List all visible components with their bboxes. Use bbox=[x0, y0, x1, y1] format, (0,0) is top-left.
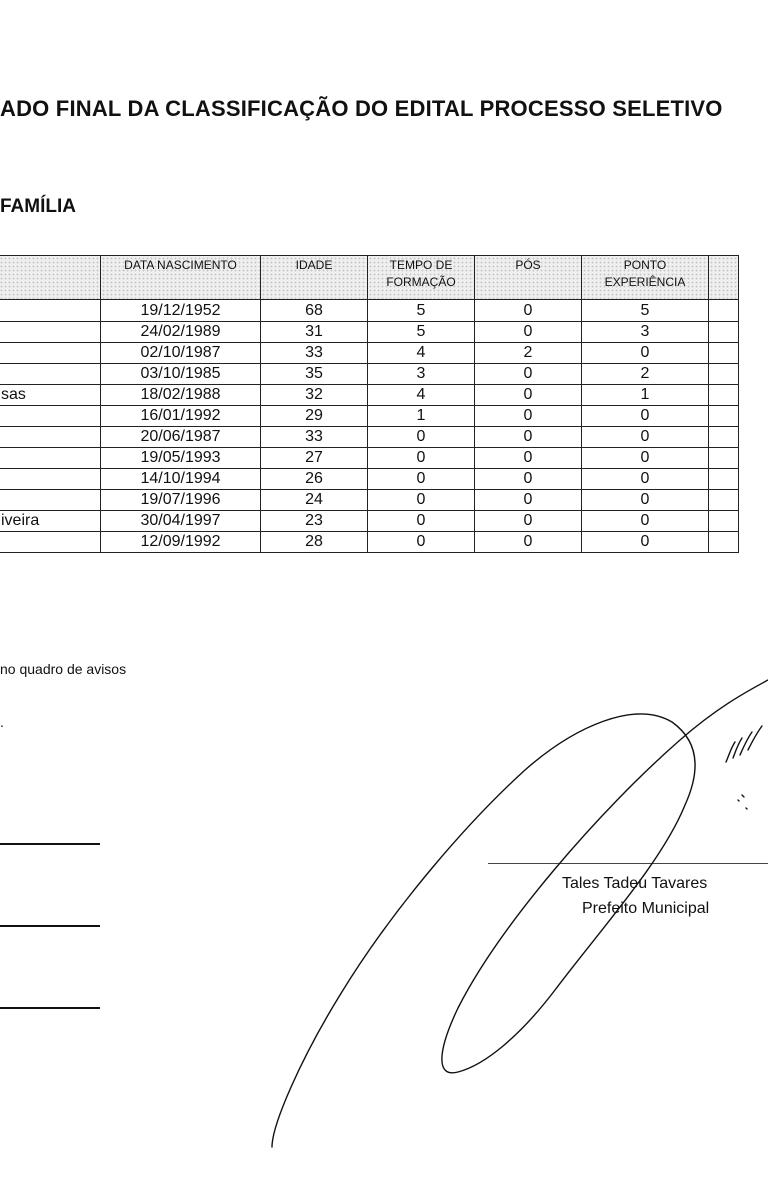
cell-training-time: 5 bbox=[368, 322, 475, 343]
cell-birth-date: 19/07/1996 bbox=[101, 490, 261, 511]
cell-experience-points: 1 bbox=[582, 385, 709, 406]
cell-postgrad: 0 bbox=[475, 427, 582, 448]
cell-name bbox=[0, 322, 101, 343]
signature-line-3 bbox=[0, 1007, 100, 1009]
table-row bbox=[0, 343, 739, 364]
cell-extra bbox=[709, 385, 739, 406]
cell-name bbox=[0, 343, 101, 364]
cell-postgrad: 0 bbox=[475, 406, 582, 427]
table-row bbox=[0, 469, 739, 490]
cell-birth-date: 02/10/1987 bbox=[101, 343, 261, 364]
notice-text: no quadro de avisos bbox=[0, 661, 127, 677]
cell-age: 28 bbox=[261, 532, 368, 553]
cell-training-time: 4 bbox=[368, 343, 475, 364]
cell-postgrad: 0 bbox=[475, 300, 582, 322]
cell-extra bbox=[709, 322, 739, 343]
table-row bbox=[0, 427, 739, 448]
cell-training-time: 0 bbox=[368, 511, 475, 532]
cell-birth-date: 30/04/1997 bbox=[101, 511, 261, 532]
cell-experience-points: 2 bbox=[582, 364, 709, 385]
cell-birth-date: 16/01/1992 bbox=[101, 406, 261, 427]
document-title: ADO FINAL DA CLASSIFICAÇÃO DO EDITAL PROCESSO SELETIVO bbox=[0, 96, 723, 121]
cell-experience-points: 0 bbox=[582, 343, 709, 364]
cell-experience-points: 5 bbox=[582, 300, 709, 322]
classification-table bbox=[0, 255, 739, 553]
cell-training-time: 0 bbox=[368, 532, 475, 553]
cell-extra bbox=[709, 532, 739, 553]
cell-age: 24 bbox=[261, 490, 368, 511]
cell-birth-date: 14/10/1994 bbox=[101, 469, 261, 490]
cell-birth-date: 19/12/1952 bbox=[101, 300, 261, 322]
header-birth-date: DATA NASCIMENTO bbox=[101, 256, 261, 300]
cell-extra bbox=[709, 364, 739, 385]
cell-training-time: 0 bbox=[368, 490, 475, 511]
mayor-role: Prefeito Municipal bbox=[582, 900, 710, 917]
cell-name bbox=[0, 532, 101, 553]
cell-name: iveira bbox=[0, 511, 101, 532]
table-body bbox=[0, 300, 739, 553]
cell-extra bbox=[709, 511, 739, 532]
cell-training-time: 0 bbox=[368, 427, 475, 448]
cell-extra bbox=[709, 469, 739, 490]
cell-birth-date: 18/02/1988 bbox=[101, 385, 261, 406]
cell-name: sas bbox=[0, 385, 101, 406]
table-row bbox=[0, 322, 739, 343]
table-row bbox=[0, 490, 739, 511]
cell-extra bbox=[709, 448, 739, 469]
signature-line-2 bbox=[0, 925, 100, 927]
cell-experience-points: 0 bbox=[582, 427, 709, 448]
cell-experience-points: 0 bbox=[582, 406, 709, 427]
trailing-mark: . bbox=[0, 714, 4, 730]
cell-birth-date: 24/02/1989 bbox=[101, 322, 261, 343]
cell-extra bbox=[709, 427, 739, 448]
cell-age: 68 bbox=[261, 300, 368, 322]
table-row bbox=[0, 511, 739, 532]
table-row bbox=[0, 448, 739, 469]
cell-age: 33 bbox=[261, 427, 368, 448]
cell-training-time: 0 bbox=[368, 448, 475, 469]
cell-experience-points: 0 bbox=[582, 490, 709, 511]
cell-training-time: 1 bbox=[368, 406, 475, 427]
header-age: IDADE bbox=[261, 256, 368, 300]
cell-experience-points: 0 bbox=[582, 448, 709, 469]
cell-age: 29 bbox=[261, 406, 368, 427]
cell-training-time: 0 bbox=[368, 469, 475, 490]
header-postgrad: PÓS bbox=[475, 256, 582, 300]
table-row bbox=[0, 385, 739, 406]
cell-postgrad: 2 bbox=[475, 343, 582, 364]
cell-training-time: 3 bbox=[368, 364, 475, 385]
signature-line-1 bbox=[0, 843, 100, 845]
cell-age: 26 bbox=[261, 469, 368, 490]
cell-extra bbox=[709, 490, 739, 511]
cell-experience-points: 0 bbox=[582, 511, 709, 532]
mayor-name: Tales Tadeu Tavares bbox=[562, 875, 708, 892]
cell-name bbox=[0, 490, 101, 511]
header-experience-points: PONTO EXPERIÊNCIA bbox=[582, 256, 709, 300]
cell-postgrad: 0 bbox=[475, 511, 582, 532]
cell-birth-date: 19/05/1993 bbox=[101, 448, 261, 469]
cell-name bbox=[0, 364, 101, 385]
cell-name bbox=[0, 448, 101, 469]
cell-postgrad: 0 bbox=[475, 532, 582, 553]
cell-postgrad: 0 bbox=[475, 469, 582, 490]
cell-age: 33 bbox=[261, 343, 368, 364]
header-training-time: TEMPO DE FORMAÇÃO bbox=[368, 256, 475, 300]
table-header-row bbox=[0, 256, 739, 300]
cell-birth-date: 12/09/1992 bbox=[101, 532, 261, 553]
table-row bbox=[0, 364, 739, 385]
cell-postgrad: 0 bbox=[475, 448, 582, 469]
cell-training-time: 5 bbox=[368, 300, 475, 322]
cell-experience-points: 3 bbox=[582, 322, 709, 343]
cell-name bbox=[0, 427, 101, 448]
cell-name bbox=[0, 469, 101, 490]
mayor-signature-line bbox=[488, 863, 768, 864]
cell-extra bbox=[709, 343, 739, 364]
cell-birth-date: 03/10/1985 bbox=[101, 364, 261, 385]
cell-age: 31 bbox=[261, 322, 368, 343]
cell-training-time: 4 bbox=[368, 385, 475, 406]
header-name bbox=[0, 256, 101, 300]
header-extra bbox=[709, 256, 739, 300]
cell-name bbox=[0, 406, 101, 427]
cell-postgrad: 0 bbox=[475, 364, 582, 385]
cell-name bbox=[0, 300, 101, 322]
cell-birth-date: 20/06/1987 bbox=[101, 427, 261, 448]
table-row bbox=[0, 532, 739, 553]
cell-postgrad: 0 bbox=[475, 322, 582, 343]
cell-age: 27 bbox=[261, 448, 368, 469]
cell-postgrad: 0 bbox=[475, 385, 582, 406]
cell-experience-points: 0 bbox=[582, 469, 709, 490]
cell-age: 32 bbox=[261, 385, 368, 406]
cell-experience-points: 0 bbox=[582, 532, 709, 553]
cell-extra bbox=[709, 300, 739, 322]
cell-age: 35 bbox=[261, 364, 368, 385]
cell-extra bbox=[709, 406, 739, 427]
table-row bbox=[0, 406, 739, 427]
section-title: FAMÍLIA bbox=[0, 196, 76, 217]
table-row bbox=[0, 300, 739, 322]
cell-age: 23 bbox=[261, 511, 368, 532]
cell-postgrad: 0 bbox=[475, 490, 582, 511]
